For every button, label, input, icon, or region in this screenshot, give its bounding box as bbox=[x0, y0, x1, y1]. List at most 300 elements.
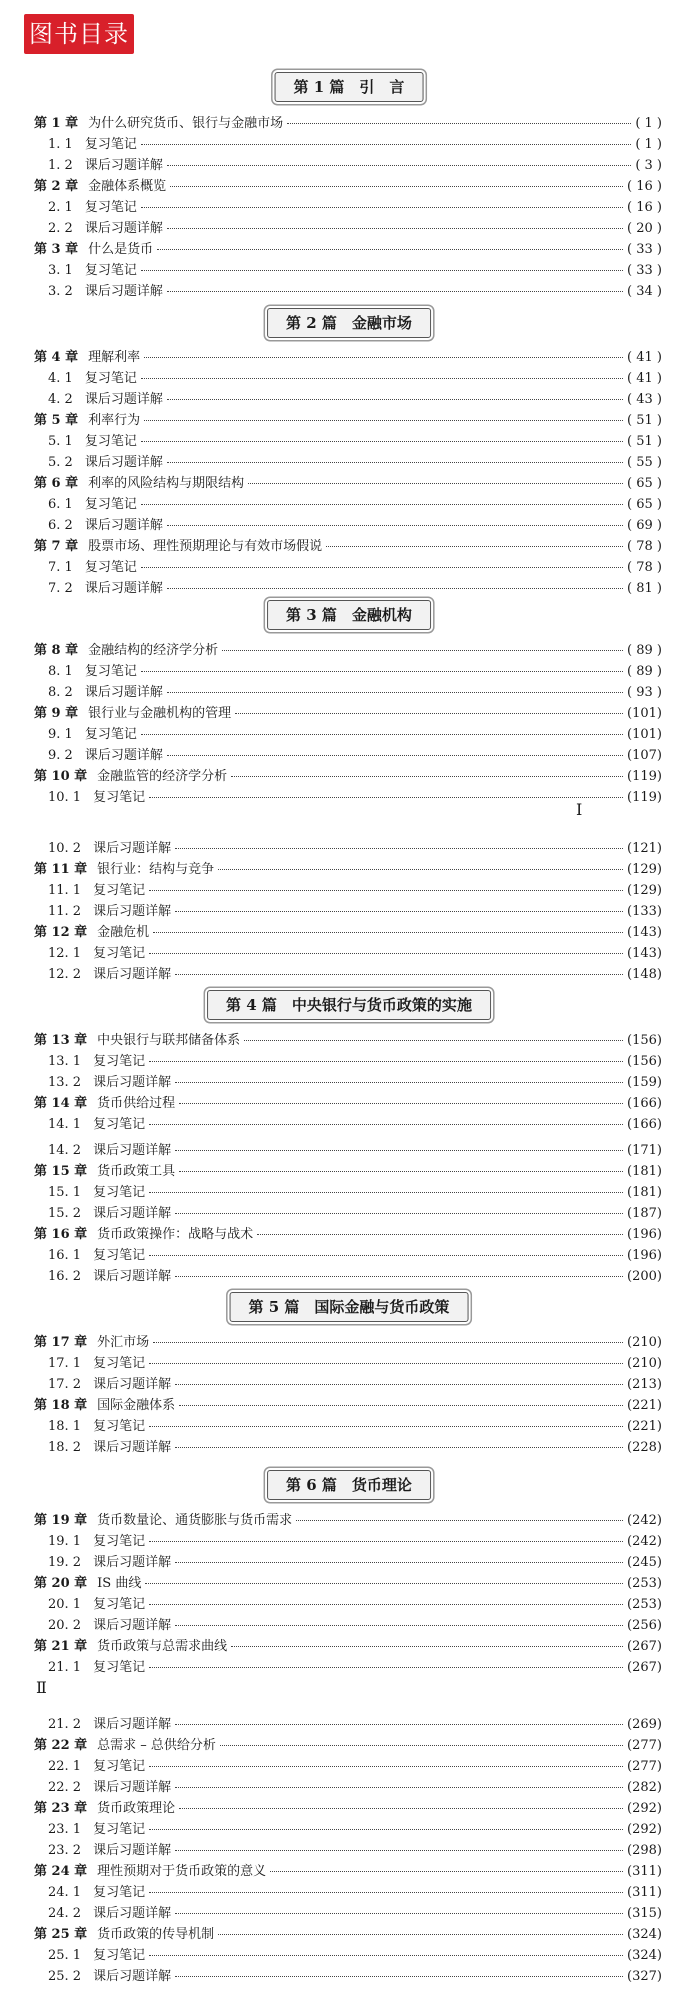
entry-page-number: (311) bbox=[627, 1864, 662, 1879]
entry-number: 第 15 章 bbox=[34, 1164, 88, 1179]
dot-leader bbox=[175, 1276, 623, 1277]
entry-title: 货币政策理论 bbox=[97, 1801, 176, 1816]
toc-chapter-row[interactable] bbox=[34, 239, 662, 260]
toc-section-row[interactable] bbox=[34, 557, 662, 578]
entry-number: 8. 1 bbox=[48, 664, 73, 679]
toc-section-row[interactable] bbox=[34, 787, 662, 808]
entry-title: 课后习题详解 bbox=[93, 1969, 172, 1984]
entry-title: 复习笔记 bbox=[84, 664, 137, 679]
entry-number: 18. 2 bbox=[48, 1440, 82, 1455]
entry-number: 第 23 章 bbox=[34, 1801, 88, 1816]
toc-section-row[interactable] bbox=[34, 1051, 662, 1072]
entry-title: 金融监管的经济学分析 bbox=[97, 769, 228, 784]
entry-page-number: (156) bbox=[627, 1033, 662, 1048]
dot-leader bbox=[175, 1384, 623, 1385]
entry-title: 课后习题详解 bbox=[93, 1143, 172, 1158]
toc-section-row[interactable] bbox=[34, 1657, 662, 1678]
page-marker: Ⅱ bbox=[36, 1678, 47, 1697]
entry-number: 第 10 章 bbox=[34, 769, 88, 784]
toc-section-row[interactable] bbox=[34, 1777, 662, 1798]
toc-section-row[interactable] bbox=[34, 452, 662, 473]
dot-leader bbox=[149, 1892, 623, 1893]
toc-chapter-row[interactable] bbox=[34, 1161, 662, 1182]
entry-title: 复习笔记 bbox=[84, 137, 137, 152]
entry-title: 课后习题详解 bbox=[93, 1717, 172, 1732]
entry-title: 复习笔记 bbox=[93, 1248, 146, 1263]
entry-page-number: (324) bbox=[627, 1927, 662, 1942]
entry-number: 11. 2 bbox=[48, 904, 82, 919]
dot-leader bbox=[175, 1447, 623, 1448]
entry-number: 17. 2 bbox=[48, 1377, 82, 1392]
toc-section-row[interactable] bbox=[34, 1245, 662, 1266]
toc-section-row[interactable] bbox=[34, 260, 662, 281]
toc-section-row[interactable] bbox=[34, 1266, 662, 1287]
entry-number: 第 11 章 bbox=[34, 862, 88, 877]
entry-number: 第 16 章 bbox=[34, 1227, 88, 1242]
entry-page-number: ( 20 ) bbox=[627, 221, 662, 236]
entry-number: 第 6 章 bbox=[34, 476, 79, 491]
toc-section-row[interactable] bbox=[34, 1819, 662, 1840]
entry-title: 货币政策工具 bbox=[97, 1164, 176, 1179]
entry-page-number: (143) bbox=[627, 925, 662, 940]
entry-number: 7. 2 bbox=[48, 581, 73, 596]
entry-title: 课后习题详解 bbox=[84, 455, 163, 470]
dot-leader bbox=[167, 525, 623, 526]
entry-page-number: ( 51 ) bbox=[627, 434, 662, 449]
entry-title: 课后习题详解 bbox=[93, 1780, 172, 1795]
entry-page-number: (324) bbox=[627, 1948, 662, 1963]
entry-number: 10. 2 bbox=[48, 841, 82, 856]
toc-chapter-row[interactable] bbox=[34, 1573, 662, 1594]
toc-chapter-row[interactable] bbox=[34, 1030, 662, 1051]
toc-header-badge: 图书目录 bbox=[24, 14, 134, 54]
entry-page-number: ( 1 ) bbox=[635, 137, 662, 152]
entry-number: 23. 2 bbox=[48, 1843, 82, 1858]
dot-leader bbox=[149, 1604, 623, 1605]
entry-page-number: (221) bbox=[627, 1419, 662, 1434]
entry-page-number: (166) bbox=[627, 1117, 662, 1132]
toc-chapter-row[interactable] bbox=[34, 176, 662, 197]
toc-chapter-row[interactable] bbox=[34, 640, 662, 661]
entry-title: 外汇市场 bbox=[97, 1335, 150, 1350]
entry-page-number: (187) bbox=[627, 1206, 662, 1221]
dot-leader bbox=[149, 1766, 623, 1767]
entry-title: 货币政策与总需求曲线 bbox=[97, 1639, 228, 1654]
entry-title: 课后习题详解 bbox=[84, 221, 163, 236]
toc-section-row[interactable] bbox=[34, 1966, 662, 1987]
part-heading: 第 3 篇 金融机构 bbox=[267, 600, 431, 630]
entry-number: 6. 1 bbox=[48, 497, 73, 512]
entry-page-number: (210) bbox=[627, 1356, 662, 1371]
entry-title: 复习笔记 bbox=[84, 371, 137, 386]
entry-page-number: (267) bbox=[627, 1660, 662, 1675]
dot-leader bbox=[149, 953, 623, 954]
entry-title: 金融结构的经济学分析 bbox=[88, 643, 219, 658]
entry-page-number: (315) bbox=[627, 1906, 662, 1921]
entry-title: 复习笔记 bbox=[93, 1948, 146, 1963]
toc-section-row[interactable] bbox=[34, 1203, 662, 1224]
toc-chapter-row[interactable] bbox=[34, 410, 662, 431]
toc-chapter-row[interactable] bbox=[34, 113, 662, 134]
toc-section-row[interactable] bbox=[34, 155, 662, 176]
dot-leader bbox=[167, 291, 623, 292]
dot-leader bbox=[149, 1829, 623, 1830]
entry-page-number: ( 41 ) bbox=[627, 371, 662, 386]
entry-title: 货币供给过程 bbox=[97, 1096, 176, 1111]
dot-leader bbox=[175, 911, 623, 912]
dot-leader bbox=[231, 776, 623, 777]
entry-page-number: (181) bbox=[627, 1164, 662, 1179]
entry-title: 复习笔记 bbox=[93, 1822, 146, 1837]
entry-number: 9. 1 bbox=[48, 727, 73, 742]
toc-section-row[interactable] bbox=[34, 943, 662, 964]
entry-number: 22. 2 bbox=[48, 1780, 82, 1795]
toc-section-row[interactable] bbox=[34, 1531, 662, 1552]
dot-leader bbox=[175, 1625, 623, 1626]
toc-chapter-row[interactable] bbox=[34, 347, 662, 368]
entry-page-number: ( 65 ) bbox=[627, 497, 662, 512]
toc-chapter-row[interactable] bbox=[34, 1861, 662, 1882]
entry-title: 复习笔记 bbox=[84, 434, 137, 449]
entry-title: 复习笔记 bbox=[93, 1885, 146, 1900]
entry-number: 3. 1 bbox=[48, 263, 73, 278]
entry-number: 24. 2 bbox=[48, 1906, 82, 1921]
dot-leader bbox=[175, 1724, 623, 1725]
toc-section-row[interactable] bbox=[34, 682, 662, 703]
dot-leader bbox=[257, 1234, 623, 1235]
entry-number: 6. 2 bbox=[48, 518, 73, 533]
entry-title: 股票市场、理性预期理论与有效市场假说 bbox=[88, 539, 323, 554]
entry-title: 课后习题详解 bbox=[84, 284, 163, 299]
toc-chapter-row[interactable] bbox=[34, 1798, 662, 1819]
entry-page-number: (245) bbox=[627, 1555, 662, 1570]
entry-page-number: (121) bbox=[627, 841, 662, 856]
entry-page-number: (213) bbox=[627, 1377, 662, 1392]
entry-title: 课后习题详解 bbox=[93, 904, 172, 919]
toc-section-row[interactable] bbox=[34, 1840, 662, 1861]
toc-section-row[interactable] bbox=[34, 1552, 662, 1573]
entry-title: 金融体系概览 bbox=[88, 179, 167, 194]
toc-section-row[interactable] bbox=[34, 578, 662, 599]
entry-page-number: (156) bbox=[627, 1054, 662, 1069]
entry-number: 14. 1 bbox=[48, 1117, 82, 1132]
entry-title: 复习笔记 bbox=[93, 790, 146, 805]
dot-leader bbox=[270, 1871, 623, 1872]
entry-number: 1. 2 bbox=[48, 158, 73, 173]
toc-chapter-row[interactable] bbox=[34, 1395, 662, 1416]
entry-page-number: (148) bbox=[627, 967, 662, 982]
entry-page-number: (269) bbox=[627, 1717, 662, 1732]
entry-page-number: ( 43 ) bbox=[627, 392, 662, 407]
entry-title: 复习笔记 bbox=[93, 883, 146, 898]
toc-section-row[interactable] bbox=[34, 661, 662, 682]
entry-title: 复习笔记 bbox=[93, 946, 146, 961]
entry-number: 22. 1 bbox=[48, 1759, 82, 1774]
entry-title: 理性预期对于货币政策的意义 bbox=[97, 1864, 267, 1879]
entry-title: 课后习题详解 bbox=[93, 1440, 172, 1455]
entry-number: 25. 2 bbox=[48, 1969, 82, 1984]
entry-page-number: ( 69 ) bbox=[627, 518, 662, 533]
toc-section-row[interactable] bbox=[34, 1114, 662, 1135]
toc-chapter-row[interactable] bbox=[34, 922, 662, 943]
toc-chapter-row[interactable] bbox=[34, 536, 662, 557]
entry-number: 第 1 章 bbox=[34, 116, 79, 131]
entry-number: 21. 1 bbox=[48, 1660, 82, 1675]
entry-title: 课后习题详解 bbox=[93, 1906, 172, 1921]
dot-leader bbox=[141, 441, 623, 442]
toc-section-row[interactable] bbox=[34, 724, 662, 745]
entry-page-number: ( 51 ) bbox=[627, 413, 662, 428]
dot-leader bbox=[141, 734, 623, 735]
dot-leader bbox=[220, 1745, 623, 1746]
entry-number: 20. 2 bbox=[48, 1618, 82, 1633]
entry-title: 银行业：结构与竞争 bbox=[97, 862, 215, 877]
entry-number: 12. 2 bbox=[48, 967, 82, 982]
entry-number: 10. 1 bbox=[48, 790, 82, 805]
entry-page-number: (159) bbox=[627, 1075, 662, 1090]
entry-title: 总需求 – 总供给分析 bbox=[97, 1738, 216, 1753]
dot-leader bbox=[167, 755, 623, 756]
entry-page-number: (277) bbox=[627, 1738, 662, 1753]
toc-section-row[interactable] bbox=[34, 1945, 662, 1966]
toc-section-row[interactable] bbox=[34, 1353, 662, 1374]
entry-title: 复习笔记 bbox=[84, 263, 137, 278]
toc-section-row[interactable] bbox=[34, 197, 662, 218]
toc-chapter-row[interactable] bbox=[34, 859, 662, 880]
entry-title: 课后习题详解 bbox=[84, 158, 163, 173]
dot-leader bbox=[149, 797, 623, 798]
entry-page-number: ( 3 ) bbox=[635, 158, 662, 173]
entry-page-number: (267) bbox=[627, 1639, 662, 1654]
entry-number: 第 13 章 bbox=[34, 1033, 88, 1048]
entry-page-number: ( 16 ) bbox=[627, 200, 662, 215]
entry-page-number: (133) bbox=[627, 904, 662, 919]
part-heading: 第 2 篇 金融市场 bbox=[267, 308, 431, 338]
toc-chapter-row[interactable] bbox=[34, 1636, 662, 1657]
entry-title: 课后习题详解 bbox=[93, 1555, 172, 1570]
entry-title: 复习笔记 bbox=[93, 1117, 146, 1132]
entry-page-number: ( 41 ) bbox=[627, 350, 662, 365]
entry-number: 第 4 章 bbox=[34, 350, 79, 365]
entry-title: 课后习题详解 bbox=[93, 1843, 172, 1858]
dot-leader bbox=[326, 546, 623, 547]
dot-leader bbox=[141, 270, 623, 271]
dot-leader bbox=[175, 1213, 623, 1214]
toc-section-row[interactable] bbox=[34, 1182, 662, 1203]
part-heading: 第 5 篇 国际金融与货币政策 bbox=[230, 1292, 469, 1322]
dot-leader bbox=[149, 1061, 623, 1062]
entry-number: 13. 1 bbox=[48, 1054, 82, 1069]
entry-title: 货币政策的传导机制 bbox=[97, 1927, 215, 1942]
entry-number: 第 2 章 bbox=[34, 179, 79, 194]
toc-section-row[interactable] bbox=[34, 1714, 662, 1735]
entry-page-number: (242) bbox=[627, 1534, 662, 1549]
entry-page-number: (298) bbox=[627, 1843, 662, 1858]
dot-leader bbox=[175, 1976, 623, 1977]
toc-section-row[interactable] bbox=[34, 389, 662, 410]
entry-title: 课后习题详解 bbox=[93, 967, 172, 982]
dot-leader bbox=[149, 1541, 623, 1542]
entry-page-number: ( 55 ) bbox=[627, 455, 662, 470]
toc-section-row[interactable] bbox=[34, 1903, 662, 1924]
entry-page-number: ( 34 ) bbox=[627, 284, 662, 299]
dot-leader bbox=[141, 567, 623, 568]
toc-section-row[interactable] bbox=[34, 494, 662, 515]
entry-page-number: (196) bbox=[627, 1227, 662, 1242]
entry-number: 第 9 章 bbox=[34, 706, 79, 721]
entry-page-number: (200) bbox=[627, 1269, 662, 1284]
toc-chapter-row[interactable] bbox=[34, 703, 662, 724]
entry-number: 第 22 章 bbox=[34, 1738, 88, 1753]
entry-number: 15. 2 bbox=[48, 1206, 82, 1221]
toc-section-row[interactable] bbox=[34, 515, 662, 536]
toc-section-row[interactable] bbox=[34, 1416, 662, 1437]
entry-number: 第 20 章 bbox=[34, 1576, 88, 1591]
entry-page-number: ( 78 ) bbox=[627, 539, 662, 554]
toc-section-row[interactable] bbox=[34, 1594, 662, 1615]
dot-leader bbox=[141, 378, 623, 379]
toc-section-row[interactable] bbox=[34, 1615, 662, 1636]
entry-page-number: ( 93 ) bbox=[627, 685, 662, 700]
toc-chapter-row[interactable] bbox=[34, 1735, 662, 1756]
dot-leader bbox=[218, 869, 623, 870]
entry-title: 复习笔记 bbox=[93, 1534, 146, 1549]
entry-title: 课后习题详解 bbox=[93, 1269, 172, 1284]
dot-leader bbox=[167, 462, 623, 463]
entry-number: 第 3 章 bbox=[34, 242, 79, 257]
entry-number: 12. 1 bbox=[48, 946, 82, 961]
entry-title: IS 曲线 bbox=[97, 1576, 142, 1591]
entry-title: 课后习题详解 bbox=[93, 1618, 172, 1633]
dot-leader bbox=[170, 186, 623, 187]
entry-number: 7. 1 bbox=[48, 560, 73, 575]
entry-number: 18. 1 bbox=[48, 1419, 82, 1434]
entry-number: 2. 1 bbox=[48, 200, 73, 215]
entry-title: 课后习题详解 bbox=[84, 392, 163, 407]
entry-title: 国际金融体系 bbox=[97, 1398, 176, 1413]
entry-page-number: (101) bbox=[627, 727, 662, 742]
toc-section-row[interactable] bbox=[34, 1756, 662, 1777]
entry-number: 第 18 章 bbox=[34, 1398, 88, 1413]
dot-leader bbox=[149, 1955, 623, 1956]
entry-page-number: (242) bbox=[627, 1513, 662, 1528]
entry-number: 16. 2 bbox=[48, 1269, 82, 1284]
dot-leader bbox=[248, 483, 623, 484]
toc-section-row[interactable] bbox=[34, 838, 662, 859]
dot-leader bbox=[175, 1082, 623, 1083]
toc-section-row[interactable] bbox=[34, 218, 662, 239]
entry-title: 复习笔记 bbox=[93, 1759, 146, 1774]
dot-leader bbox=[179, 1171, 623, 1172]
dot-leader bbox=[149, 1426, 623, 1427]
entry-title: 课后习题详解 bbox=[84, 685, 163, 700]
entry-page-number: (311) bbox=[627, 1885, 662, 1900]
toc-chapter-row[interactable] bbox=[34, 1510, 662, 1531]
dot-leader bbox=[167, 692, 623, 693]
entry-number: 8. 2 bbox=[48, 685, 73, 700]
toc-chapter-row[interactable] bbox=[34, 473, 662, 494]
entry-page-number: ( 81 ) bbox=[627, 581, 662, 596]
toc-chapter-row[interactable] bbox=[34, 1332, 662, 1353]
toc-section-row[interactable] bbox=[34, 901, 662, 922]
entry-number: 3. 2 bbox=[48, 284, 73, 299]
toc-section-row[interactable] bbox=[34, 281, 662, 302]
toc-chapter-row[interactable] bbox=[34, 1224, 662, 1245]
dot-leader bbox=[149, 1124, 623, 1125]
toc-chapter-row[interactable] bbox=[34, 766, 662, 787]
toc-section-row[interactable] bbox=[34, 1882, 662, 1903]
entry-number: 24. 1 bbox=[48, 1885, 82, 1900]
dot-leader bbox=[141, 207, 623, 208]
dot-leader bbox=[175, 1913, 623, 1914]
entry-page-number: ( 89 ) bbox=[627, 643, 662, 658]
entry-title: 金融危机 bbox=[97, 925, 150, 940]
toc-section-row[interactable] bbox=[34, 964, 662, 985]
entry-title: 货币数量论、通货膨胀与货币需求 bbox=[97, 1513, 293, 1528]
entry-number: 1. 1 bbox=[48, 137, 73, 152]
entry-title: 理解利率 bbox=[88, 350, 141, 365]
dot-leader bbox=[141, 671, 623, 672]
entry-number: 21. 2 bbox=[48, 1717, 82, 1732]
toc-section-row[interactable] bbox=[34, 1072, 662, 1093]
entry-title: 复习笔记 bbox=[93, 1054, 146, 1069]
entry-title: 中央银行与联邦储备体系 bbox=[97, 1033, 241, 1048]
entry-number: 第 14 章 bbox=[34, 1096, 88, 1111]
dot-leader bbox=[175, 1850, 623, 1851]
entry-number: 4. 2 bbox=[48, 392, 73, 407]
entry-title: 复习笔记 bbox=[84, 727, 137, 742]
entry-page-number: ( 1 ) bbox=[635, 116, 662, 131]
entry-page-number: (292) bbox=[627, 1822, 662, 1837]
toc-section-row[interactable] bbox=[34, 1437, 662, 1458]
entry-page-number: ( 65 ) bbox=[627, 476, 662, 491]
entry-number: 11. 1 bbox=[48, 883, 82, 898]
entry-number: 19. 1 bbox=[48, 1534, 82, 1549]
entry-page-number: (277) bbox=[627, 1759, 662, 1774]
dot-leader bbox=[145, 1583, 623, 1584]
toc-chapter-row[interactable] bbox=[34, 1093, 662, 1114]
dot-leader bbox=[179, 1808, 623, 1809]
toc-section-row[interactable] bbox=[34, 1374, 662, 1395]
entry-title: 利率行为 bbox=[88, 413, 141, 428]
entry-title: 为什么研究货币、银行与金融市场 bbox=[88, 116, 284, 131]
part-heading: 第 6 篇 货币理论 bbox=[267, 1470, 431, 1500]
entry-page-number: (171) bbox=[627, 1143, 662, 1158]
entry-title: 课后习题详解 bbox=[93, 1377, 172, 1392]
entry-title: 什么是货币 bbox=[88, 242, 154, 257]
dot-leader bbox=[167, 399, 623, 400]
dot-leader bbox=[153, 932, 623, 933]
entry-page-number: (292) bbox=[627, 1801, 662, 1816]
entry-page-number: ( 16 ) bbox=[627, 179, 662, 194]
toc-chapter-row[interactable] bbox=[34, 1924, 662, 1945]
toc-section-row[interactable] bbox=[34, 431, 662, 452]
dot-leader bbox=[235, 713, 623, 714]
toc-section-row[interactable] bbox=[34, 134, 662, 155]
entry-page-number: (253) bbox=[627, 1576, 662, 1591]
entry-title: 复习笔记 bbox=[84, 200, 137, 215]
dot-leader bbox=[149, 1363, 623, 1364]
entry-title: 复习笔记 bbox=[84, 560, 137, 575]
toc-section-row[interactable] bbox=[34, 1140, 662, 1161]
entry-number: 2. 2 bbox=[48, 221, 73, 236]
dot-leader bbox=[141, 504, 623, 505]
toc-section-row[interactable] bbox=[34, 880, 662, 901]
toc-section-row[interactable] bbox=[34, 745, 662, 766]
dot-leader bbox=[167, 228, 623, 229]
entry-page-number: (327) bbox=[627, 1969, 662, 1984]
toc-section-row[interactable] bbox=[34, 368, 662, 389]
